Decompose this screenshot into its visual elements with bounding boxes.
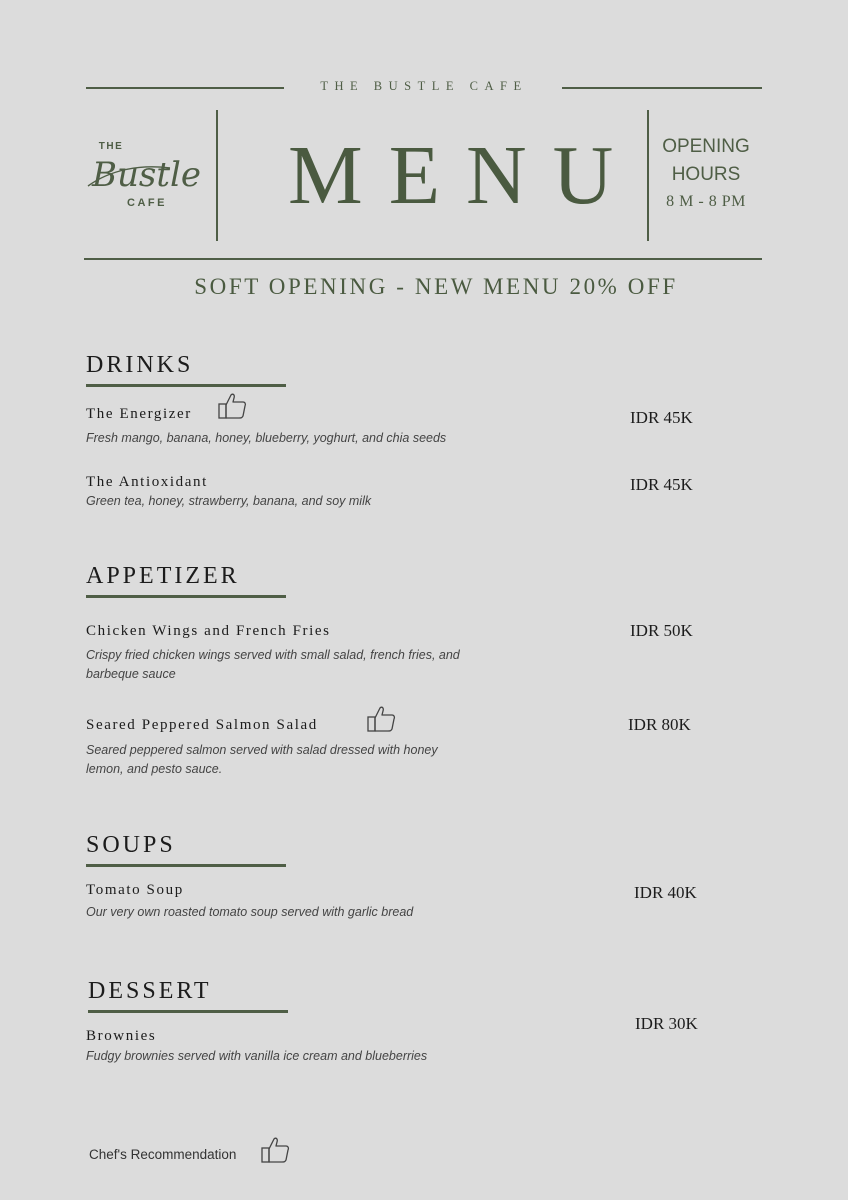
menu-item-name: The Antioxidant [86, 474, 208, 490]
logo-script-text: Bustle [92, 155, 201, 195]
header-bottom-rule [84, 258, 762, 260]
logo-the-text: THE [98, 141, 124, 152]
menu-item-description: Green tea, honey, strawberry, banana, and soy milk [86, 494, 372, 508]
header-divider-left [216, 110, 218, 241]
section-title-drinks: DRINKS [86, 352, 194, 378]
opening-hours-label-line1: OPENING [662, 136, 750, 157]
thumbs-up-icon [217, 391, 247, 421]
section-title-appetizer: APPETIZER [86, 563, 240, 589]
menu-item-description: Seared peppered salmon served with salad dressed with honey lemon, and pesto sauce. [86, 743, 438, 776]
menu-item-price: IDR 30K [635, 1014, 698, 1033]
thumbs-up-icon [260, 1135, 290, 1165]
cafe-logo [80, 136, 220, 216]
header-top-rule-right [562, 87, 762, 89]
thumbs-up-icon [366, 704, 396, 734]
menu-item-description: Fresh mango, banana, honey, blueberry, yoghurt, and chia seeds [86, 431, 447, 445]
logo-cafe-text: CAFE [127, 197, 167, 209]
menu-item-price: IDR 50K [630, 621, 693, 640]
logo-script-mark [80, 144, 220, 200]
legend-label: Chef's Recommendation [89, 1147, 237, 1162]
section-rule-drinks [86, 384, 286, 387]
menu-item-description: Crispy fried chicken wings served with small salad, french fries, and barbeque sauce [86, 648, 460, 681]
menu-item-name: Brownies [86, 1028, 157, 1044]
menu-item-name: Chicken Wings and French Fries [86, 623, 331, 639]
section-rule-soups [86, 864, 286, 867]
menu-item-name: The Energizer [86, 406, 192, 422]
promo-banner: SOFT OPENING - NEW MENU 20% OFF [194, 274, 678, 299]
header-top-rule-left [86, 87, 284, 89]
opening-hours-label-line2: HOURS [671, 164, 741, 185]
opening-hours-time: 8 M - 8 PM [666, 193, 746, 210]
opening-hours-label [650, 133, 762, 189]
menu-item-price: IDR 40K [634, 883, 697, 902]
menu-item-price: IDR 80K [628, 715, 691, 734]
header-divider-right [647, 110, 649, 241]
section-title-dessert: DESSERT [88, 978, 212, 1004]
menu-title: MENU [288, 129, 640, 222]
section-rule-appetizer [86, 595, 286, 598]
menu-item-description: Fudgy brownies served with vanilla ice cream and blueberries [86, 1049, 428, 1063]
menu-item-price: IDR 45K [630, 408, 693, 427]
section-rule-dessert [88, 1010, 288, 1013]
menu-item-price: IDR 45K [630, 475, 693, 494]
section-title-soups: SOUPS [86, 832, 176, 858]
cafe-name-heading: THE BUSTLE CAFE [320, 79, 528, 93]
menu-item-description: Our very own roasted tomato soup served with garlic bread [86, 905, 414, 919]
menu-item-name: Tomato Soup [86, 882, 184, 898]
menu-item-name: Seared Peppered Salmon Salad [86, 717, 318, 733]
